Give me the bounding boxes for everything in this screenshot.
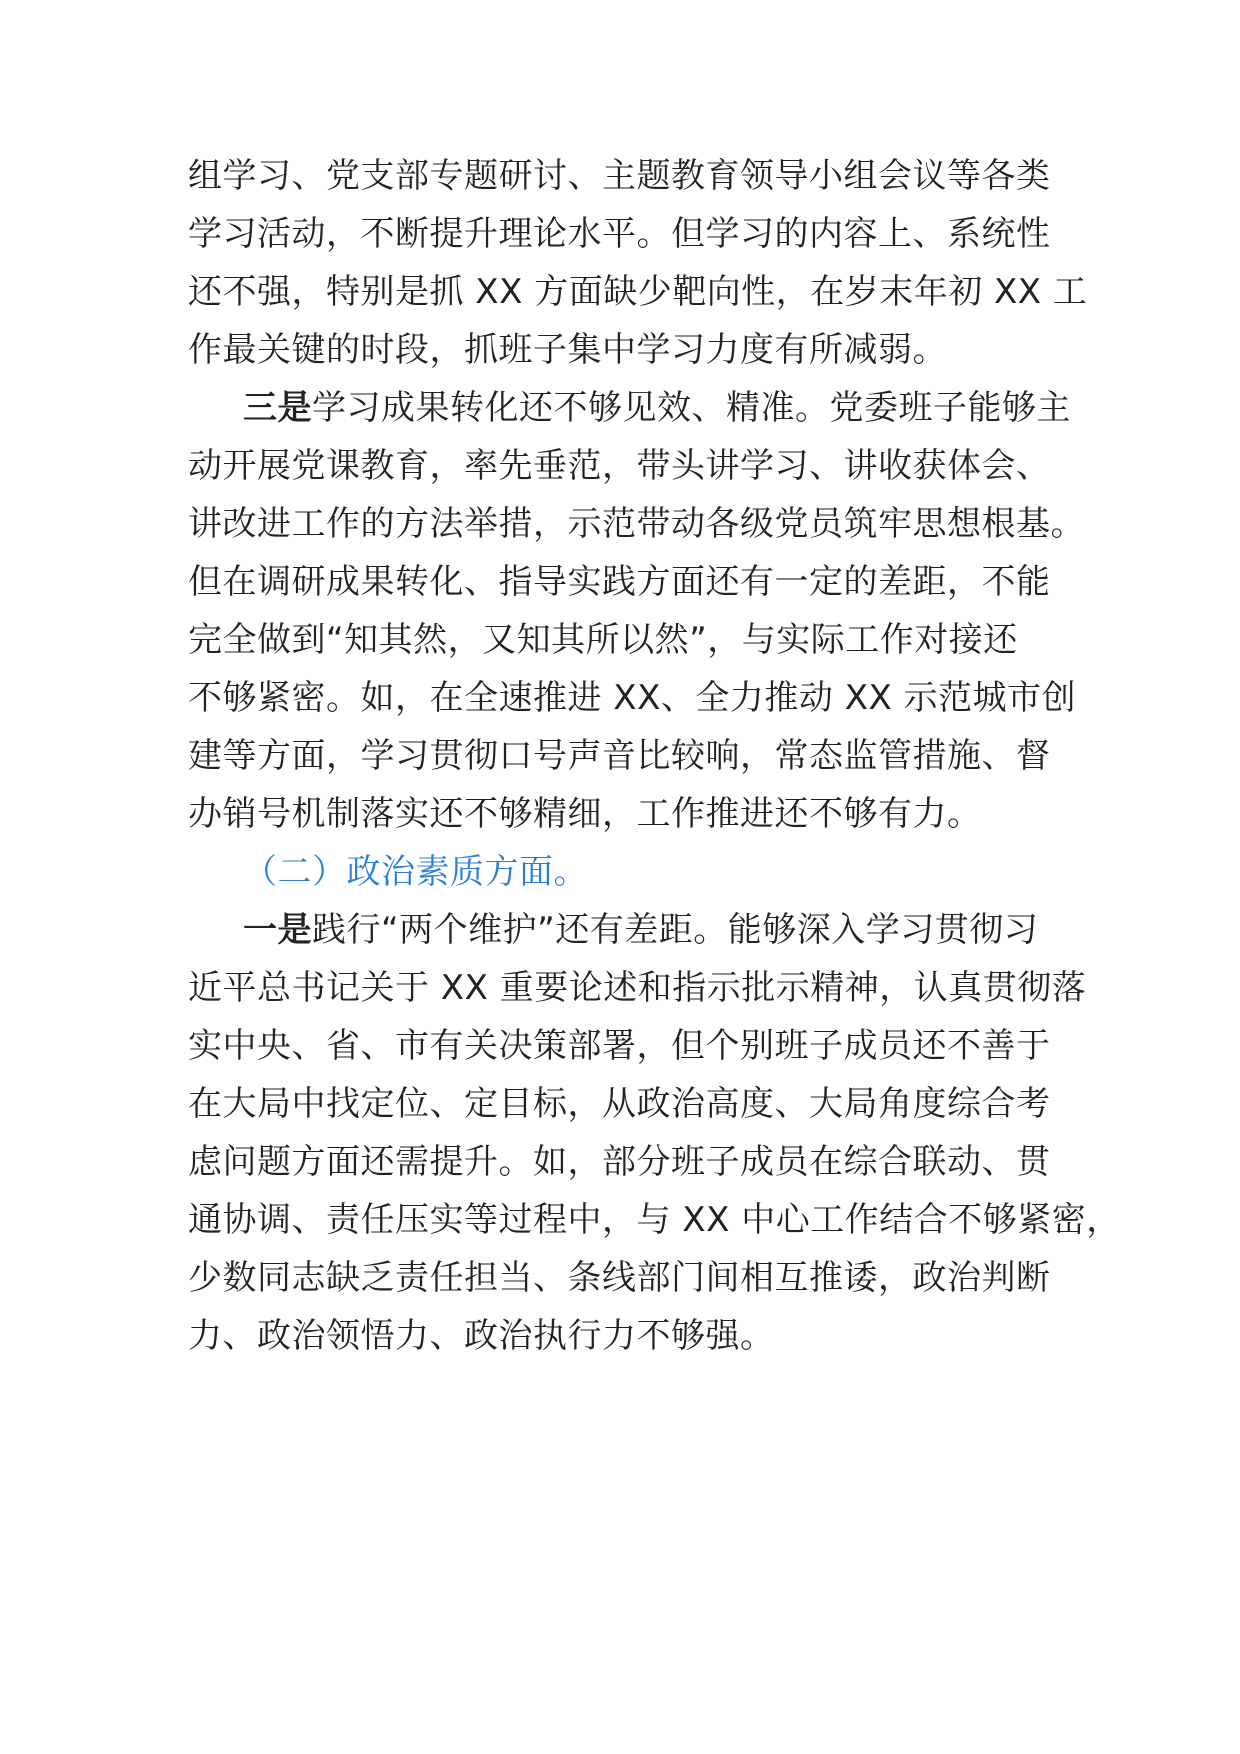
text-line: 但在调研成果转化、指导实践方面还有一定的差距，不能: [188, 562, 1051, 602]
text-line: 少数同志缺乏责任担当、条线部门间相互推诿，政治判断: [188, 1258, 1051, 1298]
text-line: 虑问题方面还需提升。如，部分班子成员在综合联动、贯: [188, 1142, 1051, 1182]
text-line: 建等方面，学习贯彻口号声音比较响，常态监管措施、督: [188, 736, 1051, 776]
text-line: 动开展党课教育，率先垂范，带头讲学习、讲收获体会、: [188, 446, 1051, 486]
paragraph-first-line: [243, 908, 1038, 952]
text-line: 不够紧密。如，在全速推进 XX、全力推动 XX 示范城市创: [188, 678, 1077, 718]
text-line: 完全做到“知其然，又知其所以然”，与实际工作对接还: [188, 620, 1018, 660]
text-line: 作最关键的时段，抓班子集中学习力度有所减弱。: [188, 330, 947, 370]
text-line: 办销号机制落实还不够精细，工作推进还不够有力。: [188, 794, 982, 834]
paragraph-text: 学习成果转化还不够见效、精准。党委班子能够主: [312, 388, 1071, 428]
text-line: 讲改进工作的方法举措，示范带动各级党员筑牢思想根基。: [188, 504, 1085, 544]
paragraph-lead: 三是: [243, 388, 312, 428]
text-line: 组学习、党支部专题研讨、主题教育领导小组会议等各类: [188, 156, 1051, 196]
text-line: 还不强，特别是抓 XX 方面缺少靶向性，在岁末年初 XX 工: [188, 272, 1088, 312]
paragraph-lead: 一是: [243, 910, 312, 950]
text-line: 学习活动，不断提升理论水平。但学习的内容上、系统性: [188, 214, 1051, 254]
paragraph-text: 践行“两个维护”还有差距。能够深入学习贯彻习: [312, 910, 1039, 950]
text-line: 通协调、责任压实等过程中，与 XX 中心工作结合不够紧密，: [188, 1200, 1121, 1240]
paragraph-first-line: [243, 386, 1071, 430]
text-line: 在大局中找定位、定目标，从政治高度、大局角度综合考: [188, 1084, 1051, 1124]
text-line: 近平总书记关于 XX 重要论述和指示批示精神，认真贯彻落: [188, 968, 1087, 1008]
section-heading: （二）政治素质方面。: [243, 852, 588, 892]
text-line: 实中央、省、市有关决策部署，但个别班子成员还不善于: [188, 1026, 1051, 1066]
text-line: 力、政治领悟力、政治执行力不够强。: [188, 1316, 775, 1356]
